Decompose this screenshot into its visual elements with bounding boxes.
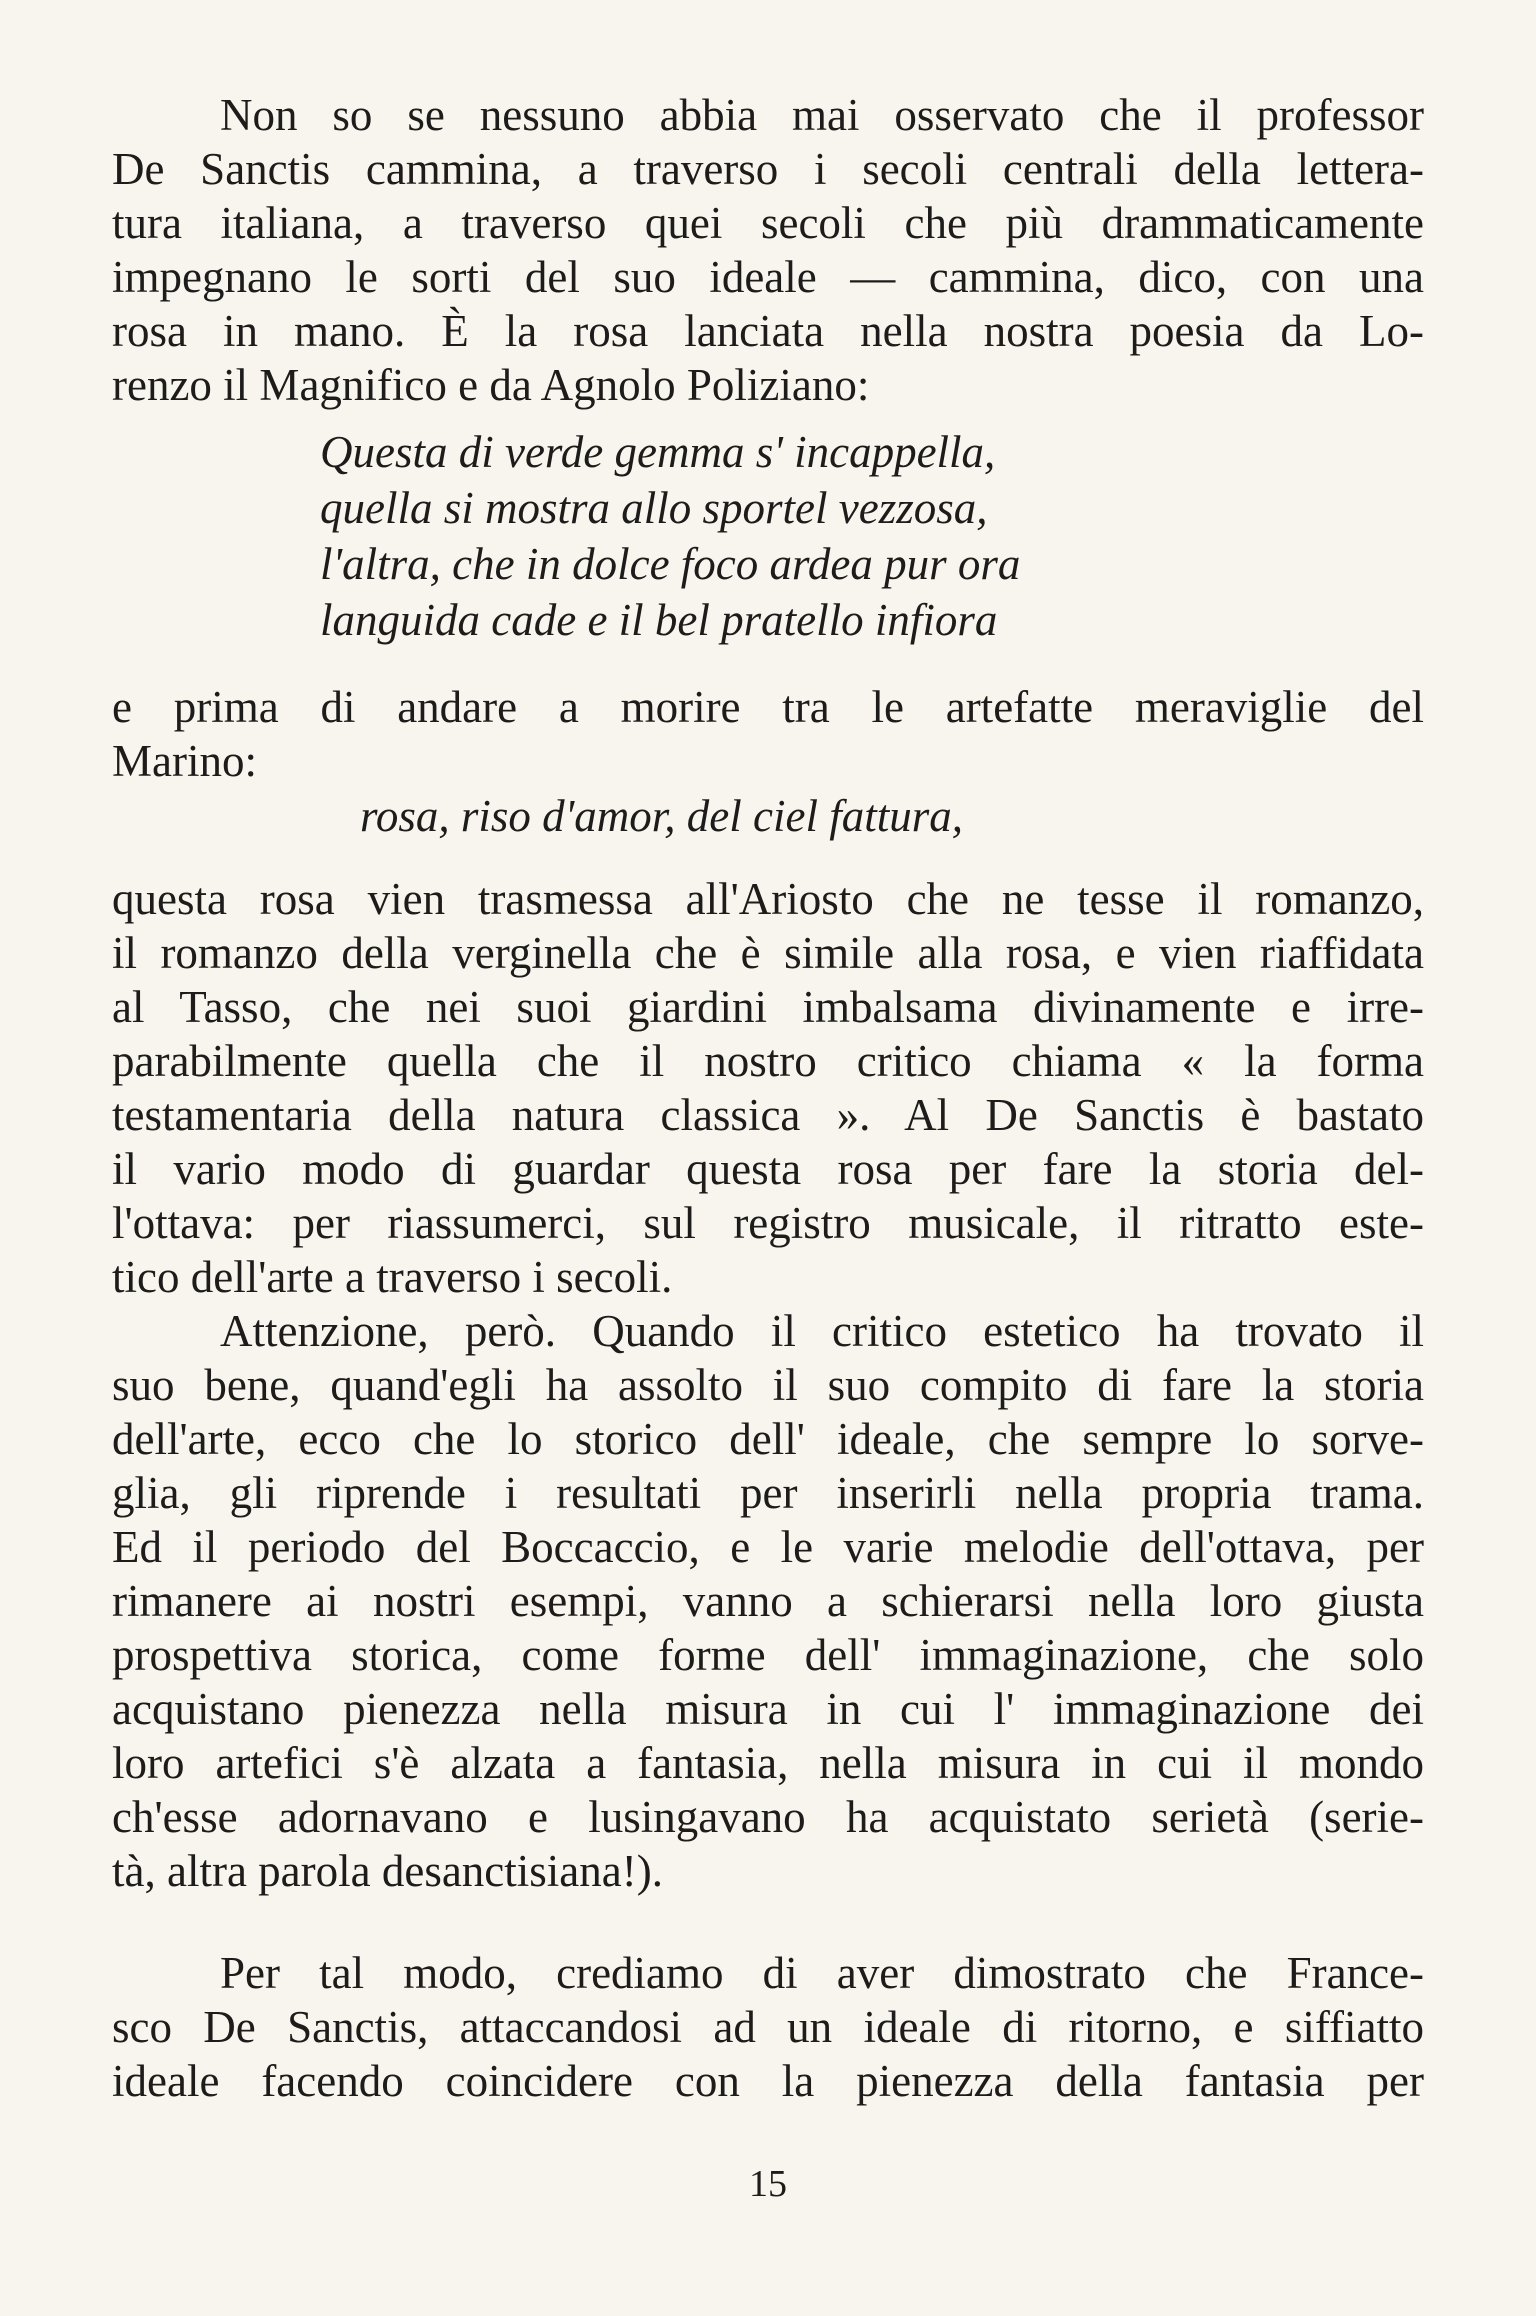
text-line: prospettiva storica, come forme dell' immaginazione, che solo [112,1630,1424,1680]
verse-line: Questa di verde gemma s' incappella, [320,427,996,477]
text-line: questa rosa vien trasmessa all'Ariosto che ne tesse il romanzo, [112,874,1424,924]
text-line: l'ottava: per riassumerci, sul registro musicale, il ritratto este- [112,1198,1424,1248]
text-line: loro artefici s'è alzata a fantasia, nella misura in cui il mondo [112,1738,1424,1788]
text-line: tura italiana, a traverso quei secoli che più drammaticamente [112,198,1424,248]
text-line: tà, altra parola desanctisiana!). [112,1846,663,1896]
paragraph-marino [112,680,1424,788]
page-number: 15 [749,2163,787,2205]
text-line: acquistano pienezza nella misura in cui l' immaginazione dei [112,1684,1424,1734]
text-line: parabilmente quella che il nostro critico chiama « la forma [112,1036,1424,1086]
verse-line: rosa, riso d'amor, del ciel fattura, [360,791,963,841]
text-line: Attenzione, però. Quando il critico estetico ha trovato il [220,1306,1424,1356]
text-line: Non so se nessuno abbia mai osservato che il professor [220,90,1424,140]
verse-line: languida cade e il bel pratello infiora [320,595,998,645]
text-line: glia, gli riprende i resultati per inserirli nella propria trama. [112,1468,1424,1518]
verse-line: l'altra, che in dolce foco ardea pur ora [320,539,1021,589]
text-line: ch'esse adornavano e lusingavano ha acquistato serietà (serie- [112,1792,1424,1842]
text-line: sco De Sanctis, attaccandosi ad un ideale di ritorno, e siffiatto [112,2002,1424,2052]
text-line: Marino: [112,736,257,786]
text-line: al Tasso, che nei suoi giardini imbalsama divinamente e irre- [112,982,1424,1032]
text-line: renzo il Magnifico e da Agnolo Poliziano: [112,360,870,410]
text-line: ideale facendo coincidere con la pienezza della fantasia per [112,2056,1424,2106]
text-line: Per tal modo, crediamo di aver dimostrato che France- [220,1948,1424,1998]
paragraph-conclusion [112,1946,1424,2108]
paragraph-opening [112,88,1424,412]
text-line: rosa in mano. È la rosa lanciata nella nostra poesia da Lo- [112,306,1424,356]
text-line: impegnano le sorti del suo ideale — cammina, dico, con una [112,252,1424,302]
page-body [112,88,1424,2108]
text-line: testamentaria della natura classica ». Al De Sanctis è bastato [112,1090,1424,1140]
paragraph-ariosto-tasso [112,872,1424,1304]
text-line: rimanere ai nostri esempi, vanno a schierarsi nella loro giusta [112,1576,1424,1626]
verse-quotation-poliziano [112,424,1424,648]
text-line: il vario modo di guardar questa rosa per fare la storia del- [112,1144,1424,1194]
paragraph-attenzione [112,1304,1424,1898]
text-line: tico dell'arte a traverso i secoli. [112,1252,673,1302]
text-line: Ed il periodo del Boccaccio, e le varie melodie dell'ottava, per [112,1522,1424,1572]
text-line: e prima di andare a morire tra le artefatte meraviglie del [112,682,1424,732]
text-line: suo bene, quand'egli ha assolto il suo compito di fare la storia [112,1360,1424,1410]
text-line: dell'arte, ecco che lo storico dell' ideale, che sempre lo sorve- [112,1414,1424,1464]
text-line: il romanzo della verginella che è simile alla rosa, e vien riaffidata [112,928,1424,978]
verse-line: quella si mostra allo sportel vezzosa, [320,483,988,533]
text-line: De Sanctis cammina, a traverso i secoli centrali della lettera- [112,144,1424,194]
verse-quotation-marino [112,788,1424,844]
